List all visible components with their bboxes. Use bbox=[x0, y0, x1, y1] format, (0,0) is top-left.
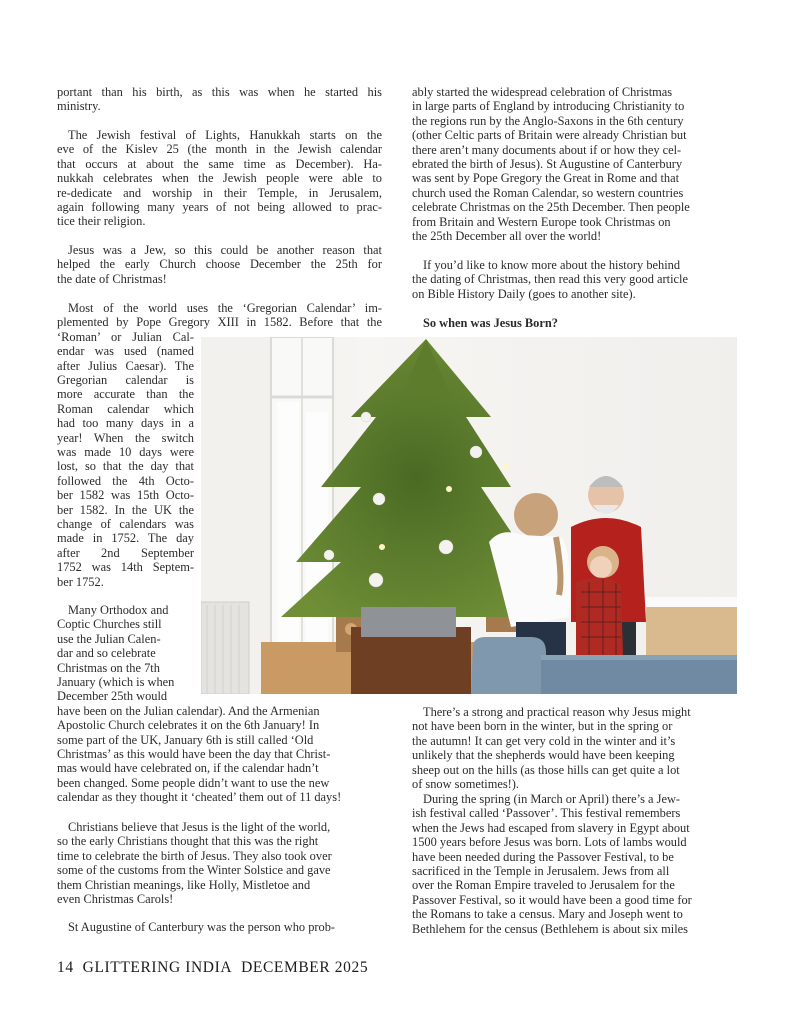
text-line: time to celebrate the birth of Jesus. They also took over bbox=[57, 848, 332, 863]
text-line: Many Orthodox and bbox=[68, 603, 169, 617]
text-line: ish festival called ‘Passover’. This festival remembers bbox=[412, 806, 681, 821]
text-line: St Augustine of Canterbury was the person who prob- bbox=[68, 920, 336, 934]
text-line: over the Roman Empire traveled to Jerusalem for the bbox=[412, 878, 675, 893]
text-line: December 25th would bbox=[57, 689, 168, 704]
text-line: tice their religion. bbox=[57, 214, 146, 229]
text-line: use the Julian Calen- bbox=[57, 631, 161, 646]
text-line: the Romans to take a census. Mary and Joseph went to bbox=[412, 907, 683, 922]
text-line: the regions run by the Anglo-Saxons in the 6th century bbox=[412, 113, 684, 128]
text-line: ebrated the birth of Jesus). St Augustine of Canterbury bbox=[412, 157, 683, 171]
text-line: church used the Roman Calendar, so western countries bbox=[412, 185, 684, 200]
page-number: 14 bbox=[57, 959, 74, 976]
text-line: Most of the world uses the ‘Gregorian Calendar’ im- bbox=[68, 301, 382, 315]
text-line: 1752 was 14th Septem- bbox=[57, 560, 194, 575]
text-line: more accurate than the bbox=[57, 387, 194, 402]
section-heading: So when was Jesus Born? bbox=[423, 316, 558, 330]
text-line: lost, so that the day that bbox=[57, 459, 194, 474]
text-line: dar and so celebrate bbox=[57, 646, 156, 661]
text-line: Christmas on the 7th bbox=[57, 660, 160, 675]
text-line: again following many years of not being allowed to prac- bbox=[57, 200, 382, 214]
text-line: celebrate Christmas on the 25th December. Then people bbox=[412, 200, 690, 215]
text-line: from Britain and Western Europe took Christmas on bbox=[412, 214, 671, 229]
christmas-tree-photo bbox=[201, 337, 737, 694]
text-line: not have been born in the winter, but in the spring or bbox=[412, 719, 673, 734]
text-line: Passover Festival, so it would have been a good time for bbox=[412, 892, 692, 907]
text-line: calendar as they thought it ‘cheated’ them out of 11 days! bbox=[57, 790, 342, 805]
text-line: portant than his birth, as this was when he started his bbox=[57, 85, 382, 99]
text-line: 1500 years before Jesus was born. Lots of lambs would bbox=[412, 835, 687, 850]
text-line: them Christian meanings, like Holly, Mistletoe and bbox=[57, 877, 311, 892]
text-line: re-dedicate and worship in their Temple, in Jerusalem, bbox=[57, 185, 382, 200]
text-line: ber 1582 was 15th Octo- bbox=[57, 488, 194, 503]
text-line: ber 1752. bbox=[57, 574, 104, 589]
text-line: eve of the Kislev 25 (the month in the Jewish calendar bbox=[57, 142, 382, 157]
text-line: ber 1582. In the UK the bbox=[57, 502, 194, 517]
text-line: unlikely that the shepherds would have been keeping bbox=[412, 748, 675, 763]
text-line: ministry. bbox=[57, 99, 101, 114]
publication-name: GLITTERING INDIA bbox=[82, 959, 233, 976]
text-line: ‘Roman’ or Julian Cal- bbox=[57, 329, 194, 344]
text-line: of snow sometimes!). bbox=[412, 777, 520, 791]
text-line: some part of the UK, January 6th is still called ‘Old bbox=[57, 732, 314, 747]
text-line: Christmas’ as this would have been the day that Christ- bbox=[57, 747, 331, 761]
text-line: have been on the Julian calendar). And the Armenian bbox=[57, 703, 320, 718]
text-line: January (which is when bbox=[57, 675, 175, 689]
text-line: the dating of Christmas, then read this very good article bbox=[412, 272, 688, 287]
text-line: in large parts of England by introducing Christianity to bbox=[412, 99, 685, 114]
text-line: Gregorian calendar is bbox=[57, 373, 194, 387]
text-line: that occurs at about the same time as December). Ha- bbox=[57, 156, 382, 171]
text-line: had too many days in a bbox=[57, 416, 194, 431]
text-line: was sent by Pope Gregory the Great in Rome and that bbox=[412, 171, 680, 186]
text-line: been changed. Some people didn’t want to use the new bbox=[57, 775, 330, 790]
text-line: after 2nd September bbox=[57, 545, 194, 560]
text-line: Christians believe that Jesus is the light of the world, bbox=[68, 820, 331, 834]
text-line: sheep out on the hills (as those hills can get quite a lot bbox=[412, 762, 680, 777]
text-line: mas would have celebrated on, if the calendar hadn’t bbox=[57, 761, 319, 776]
text-line: Bethlehem for the census (Bethlehem is about six miles bbox=[412, 921, 688, 936]
text-line: (other Celtic parts of Britain were already Christian but bbox=[412, 128, 687, 143]
text-line: nukkah celebrates when the Jewish people were able to bbox=[57, 171, 382, 186]
text-line: the autumn! It can get very cold in the winter and it’s bbox=[412, 733, 676, 748]
text-line: there aren’t many documents about if or how they cel- bbox=[412, 142, 682, 157]
text-line: endar was used (named bbox=[57, 344, 194, 359]
text-line: the 25th December all over the world! bbox=[412, 229, 602, 243]
text-line: even Christmas Carols! bbox=[57, 892, 174, 906]
text-line: During the spring (in March or April) there’s a Jew- bbox=[423, 792, 681, 806]
text-line: followed the 4th Octo- bbox=[57, 473, 194, 488]
text-line: There’s a strong and practical reason why Jesus might bbox=[423, 705, 691, 719]
text-line: made in 1752. The day bbox=[57, 531, 194, 546]
text-line: Apostolic Church celebrates it on the 6th January! In bbox=[57, 718, 320, 733]
text-line: Jesus was a Jew, so this could be another reason that bbox=[68, 243, 382, 257]
text-line: change of calendars was bbox=[57, 517, 194, 531]
text-line: on Bible History Daily (goes to another site). bbox=[412, 286, 636, 301]
text-line: so the early Christians thought that this was the right bbox=[57, 834, 319, 849]
text-line: year! When the switch bbox=[57, 430, 194, 445]
text-line: the date of Christmas! bbox=[57, 271, 167, 286]
text-line: If you’d like to know more about the history behind bbox=[423, 258, 681, 272]
text-line: when the Jews had escaped from slavery in Egypt about bbox=[412, 820, 690, 835]
text-line: have been needed during the Passover Festival, to be bbox=[412, 849, 674, 864]
text-line: ably started the widespread celebration of Christmas bbox=[412, 85, 673, 99]
text-line: The Jewish festival of Lights, Hanukkah starts on the bbox=[68, 128, 382, 142]
text-line: Coptic Churches still bbox=[57, 617, 162, 632]
text-line: after Julius Caesar). The bbox=[57, 358, 194, 373]
text-line: Roman calendar which bbox=[57, 401, 194, 416]
text-line: some of the customs from the Winter Solstice and gave bbox=[57, 863, 331, 878]
text-line: helped the early Church choose December the 25th for bbox=[57, 257, 382, 272]
page-footer bbox=[57, 959, 368, 977]
text-line: was made 10 days were bbox=[57, 445, 194, 459]
text-line: plemented by Pope Gregory XIII in 1582. Before that the bbox=[57, 315, 382, 330]
issue-date: DECEMBER 2025 bbox=[241, 959, 369, 976]
text-line: sacrificed in the Temple in Jerusalem. Jews from all bbox=[412, 864, 670, 878]
